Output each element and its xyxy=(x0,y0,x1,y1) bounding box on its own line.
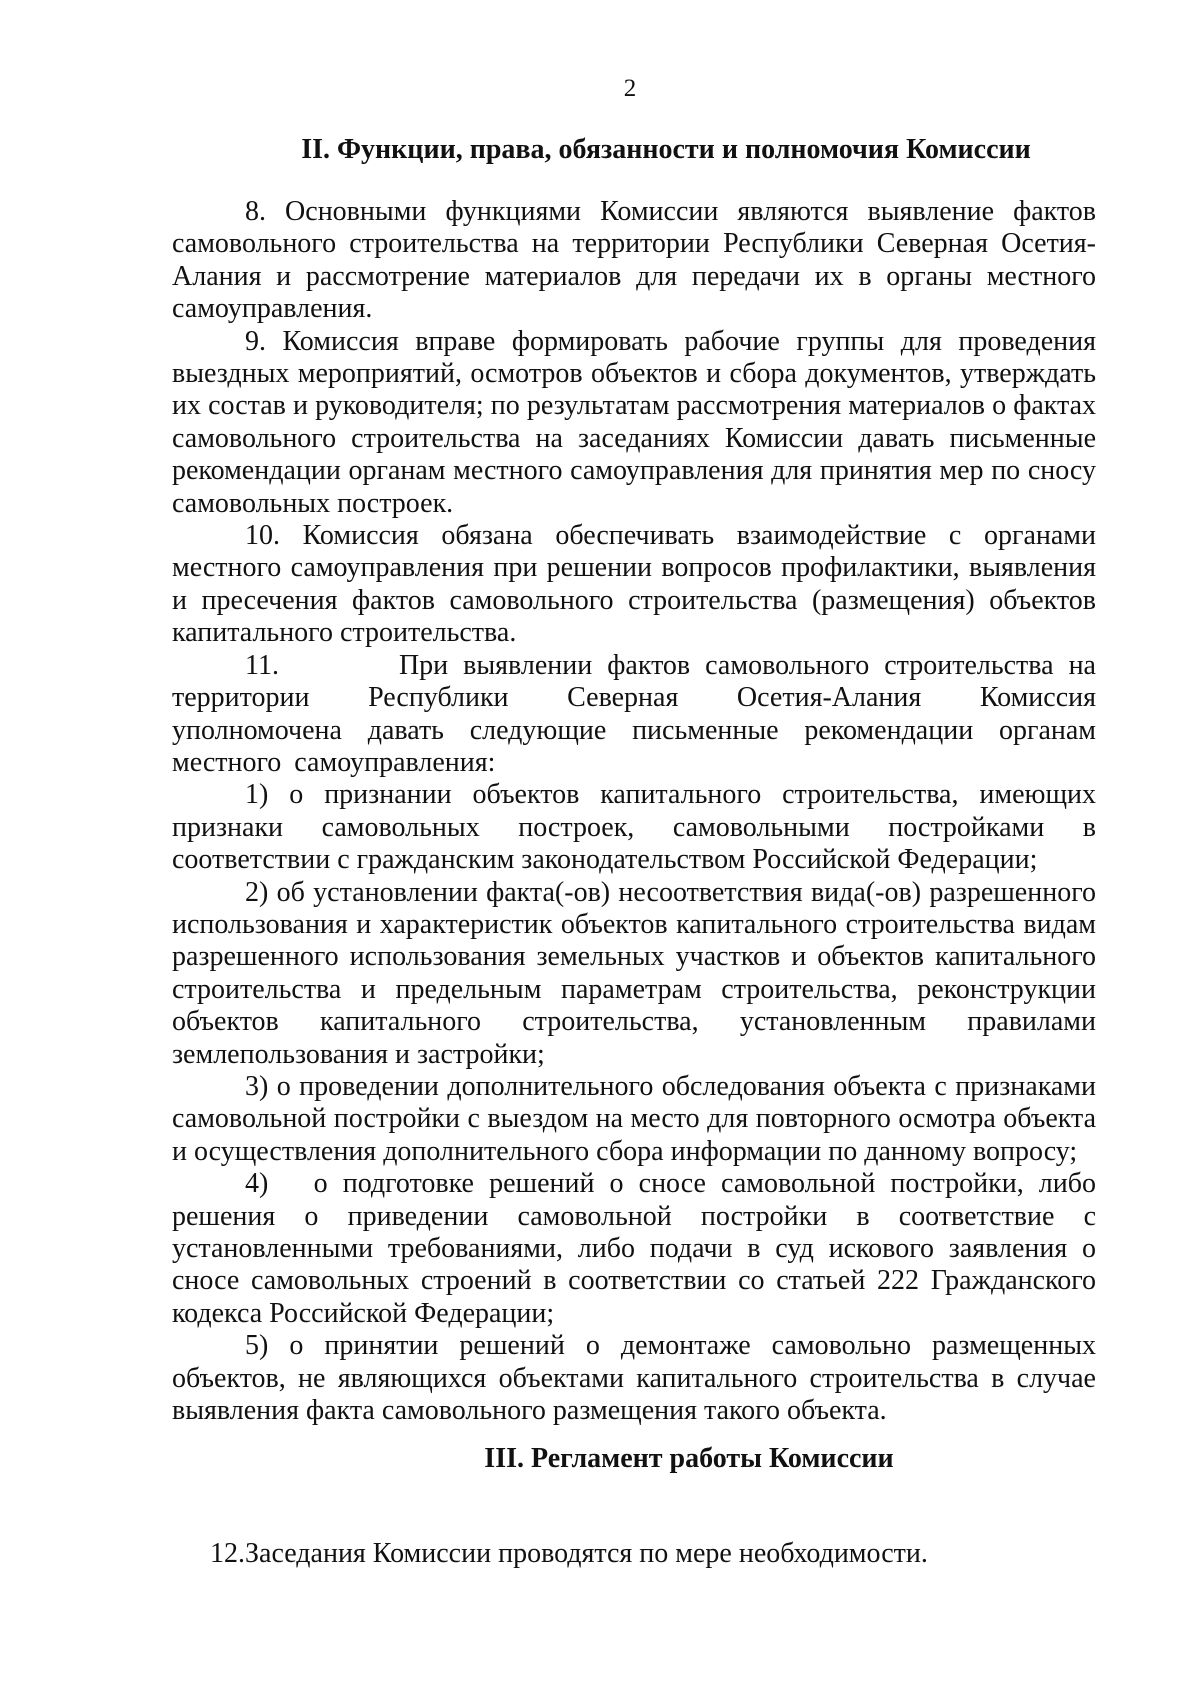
list-item-3: 3) о проведении дополнительного обследования объекта с признаками самовольной постройки с выездом на место для повторного осмотра объекта и осуществления дополнительного сбора информации по данному вопросу; xyxy=(172,1070,1096,1167)
section-3-heading: III. Регламент работы Комиссии xyxy=(484,1443,894,1474)
page-number: 2 xyxy=(623,75,637,102)
section-2-body xyxy=(172,196,1096,1427)
list-item-1: 1) о признании объектов капитального строительства, имеющих признаки самовольных построек, самовольными постройками в соответствии с гражданским законодательством Российской Федерации; xyxy=(172,779,1096,876)
paragraph-12: 12.Заседания Комиссии проводятся по мере необходимости. xyxy=(210,1538,928,1569)
section-2-heading: II. Функции, права, обязанности и полномочия Комиссии xyxy=(301,134,1031,165)
list-item-4: 4) о подготовке решений о сносе самовольной постройки, либо решения о приведении самовольной постройки в соответствие с установленными требованиями, либо подачи в суд искового заявления о сносе самовольных строений в соответствии со статьей 222 Гражданского кодекса Российской Федерации; xyxy=(172,1168,1096,1329)
list-item-5: 5) о принятии решений о демонтаже самовольно размещенных объектов, не являющихся объектами капитального строительства в случае выявления факта самовольного размещения такого объекта. xyxy=(172,1330,1096,1427)
paragraph-9: 9. Комиссия вправе формировать рабочие группы для проведения выездных мероприятий, осмотров объектов и сбора документов, утверждать их состав и руководителя; по результатам рассмотрения материалов о фактах самовольного строительства на заседаниях Комиссии давать письменные рекомендации органам местного самоуправления для принятия мер по сносу самовольных построек. xyxy=(172,325,1096,519)
paragraph-8: 8. Основными функциями Комиссии являются выявление фактов самовольного строительства на территории Республики Северная Осетия-Алания и рассмотрение материалов для передачи их в органы местного самоуправления. xyxy=(172,196,1096,325)
list-item-2: 2) об установлении факта(-ов) несоответствия вида(-ов) разрешенного использования и характеристик объектов капитального строительства видам разрешенного использования земельных участков и объектов капитального строительства и предельным параметрам строительства, реконструкции объектов капитального строительства, установленным правилами землепользования и застройки; xyxy=(172,876,1096,1070)
paragraph-11: 11. При выявлении фактов самовольного строительства на территории Республики Северная Осетия-Алания Комиссия уполномочена давать следующие письменные рекомендации органам местного самоуправления: xyxy=(172,649,1096,778)
paragraph-10: 10. Комиссия обязана обеспечивать взаимодействие с органами местного самоуправления при решении вопросов профилактики, выявления и пресечения фактов самовольного строительства (размещения) объектов капитального строительства. xyxy=(172,520,1096,649)
